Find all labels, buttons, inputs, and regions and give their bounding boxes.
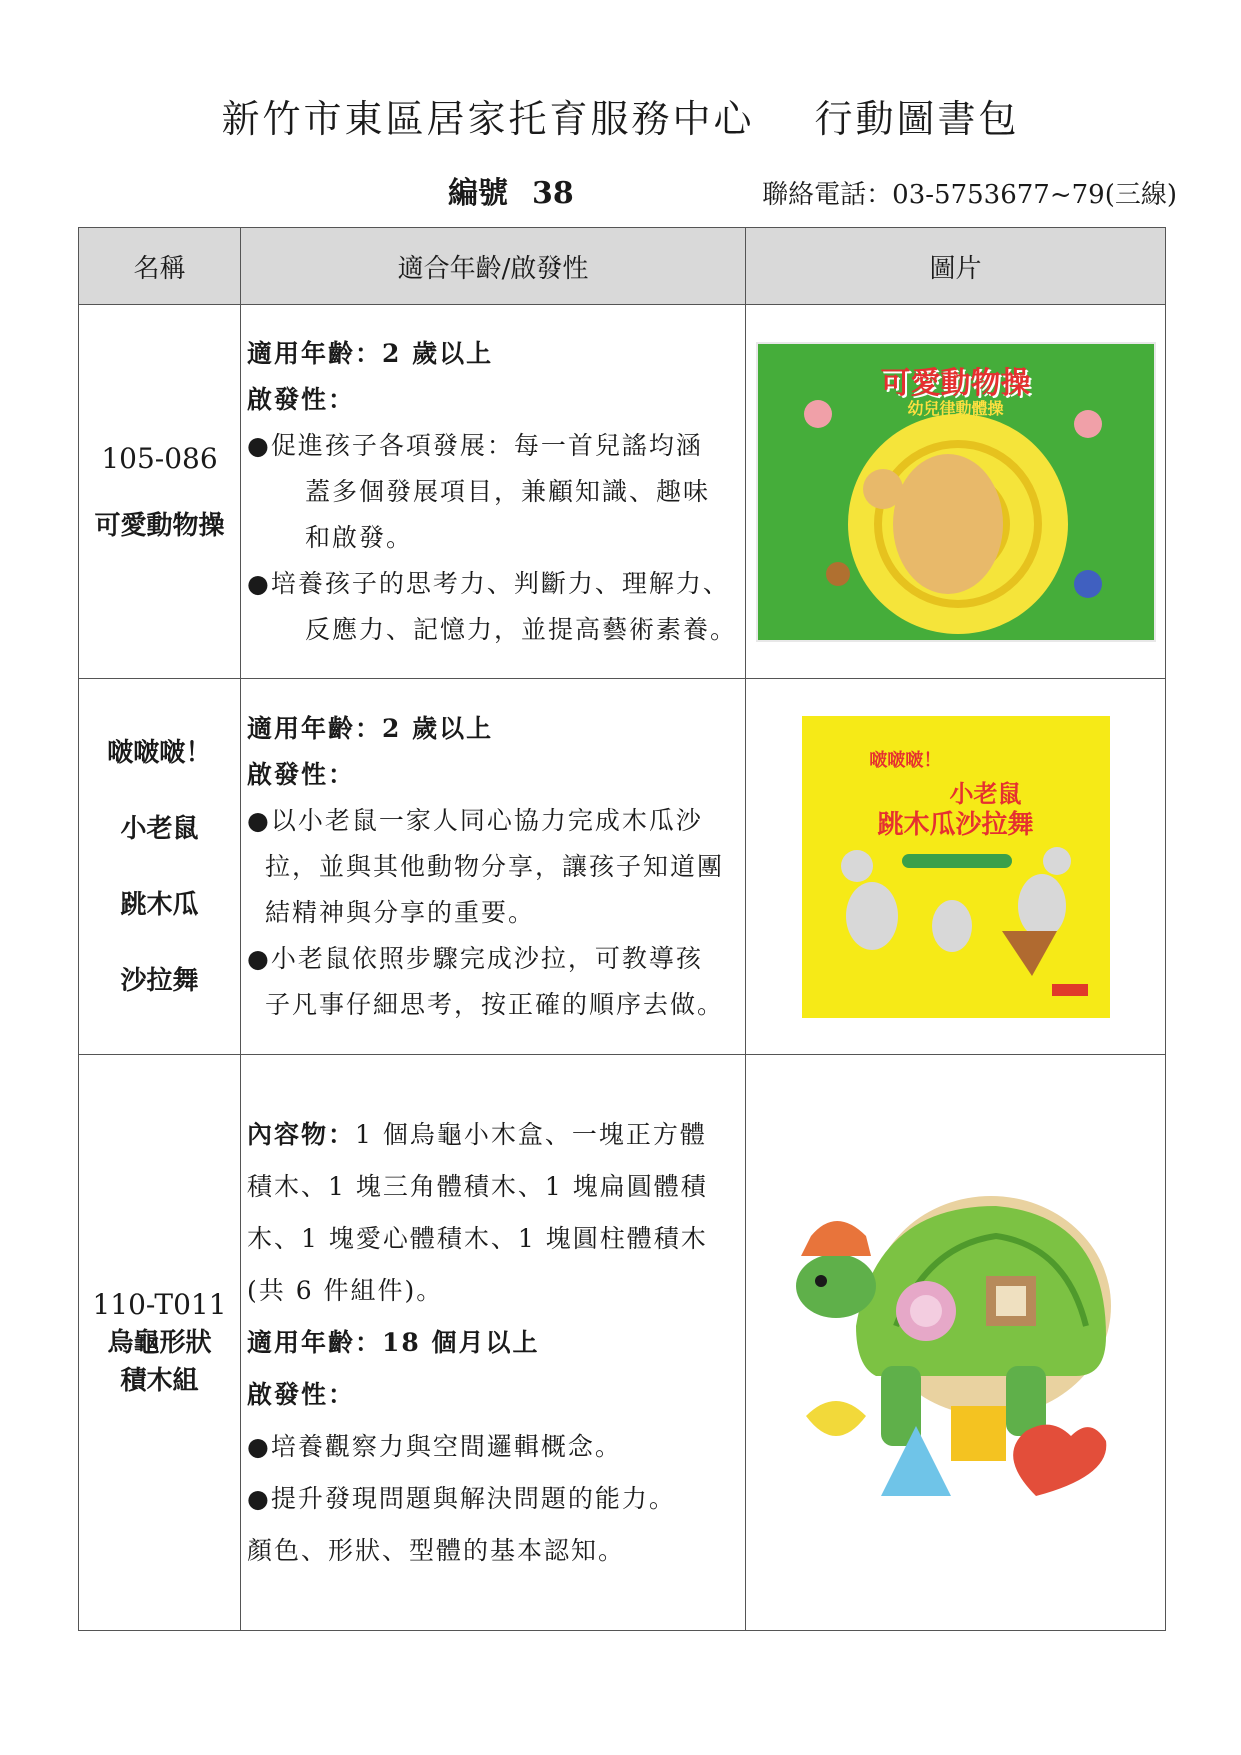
cover-title-line1: 小老鼠	[949, 779, 1022, 808]
book-cover-mouse-salad	[802, 716, 1110, 1018]
item-name-line: 烏龜形狀	[107, 1327, 212, 1358]
serial-label: 編號	[448, 176, 508, 211]
center-name: 新竹市東區居家托育服務中心	[221, 97, 755, 141]
item-name-line: 積木組	[120, 1365, 199, 1396]
age-label: 適用年齡：	[247, 338, 383, 368]
item-code: 105-086	[101, 441, 218, 475]
inspire-label: 啟發性：	[247, 759, 356, 789]
age-label: 適用年齡：	[247, 713, 383, 743]
cover-title: 可愛動物操	[880, 365, 1031, 401]
desc-line: 顏色、形狀、型體的基本認知。	[247, 1535, 626, 1565]
desc-line: 子凡事仔細思考，按正確的順序去做。	[265, 989, 725, 1019]
table-row	[79, 305, 1166, 679]
table-row	[79, 679, 1166, 1055]
header-picture: 圖片	[746, 228, 1166, 305]
desc-line: ●提升發現問題與解決問題的能力。	[247, 1483, 676, 1513]
desc-line: ●培養孩子的思考力、判斷力、理解力、	[247, 568, 730, 598]
age-value: 2 歲以上	[382, 713, 494, 743]
age-value: 2 歲以上	[382, 338, 494, 368]
inspire-label: 啟發性：	[247, 1379, 356, 1409]
turtle-toy-image	[786, 1176, 1126, 1506]
item-picture	[746, 679, 1166, 1055]
item-name-line: 跳木瓜	[120, 889, 199, 920]
contents-text: 1 個烏龜小木盒、一塊正方體	[355, 1119, 707, 1149]
item-name-line: 小老鼠	[120, 813, 199, 844]
item-description	[241, 679, 746, 1055]
serial	[448, 168, 574, 212]
desc-line: 木、1 塊愛心體積木、1 塊圓柱體積木	[247, 1223, 708, 1253]
item-picture	[746, 305, 1166, 679]
item-name-cell	[79, 305, 241, 679]
desc-line: ●培養觀察力與空間邏輯概念。	[247, 1431, 622, 1461]
item-picture	[746, 1055, 1166, 1631]
desc-line: (共 6 件組件)。	[247, 1275, 444, 1305]
desc-line: 拉，並與其他動物分享，讓孩子知道團	[265, 851, 725, 881]
cover-title-line2: 跳木瓜沙拉舞	[877, 809, 1034, 840]
desc-line: 和啟發。	[305, 522, 414, 552]
item-name-cell	[79, 1055, 241, 1631]
inspire-label: 啟發性：	[247, 384, 356, 414]
header-age: 適合年齡/啟發性	[241, 228, 746, 305]
item-name-line: 沙拉舞	[120, 965, 199, 996]
header-name: 名稱	[79, 228, 241, 305]
desc-line: ●促進孩子各項發展：每一首兒謠均涵	[247, 430, 703, 460]
item-description	[241, 305, 746, 679]
desc-line: ●以小老鼠一家人同心協力完成木瓜沙	[247, 805, 703, 835]
page-title	[0, 88, 1241, 143]
item-code: 110-T011	[92, 1287, 227, 1321]
table-header-row	[79, 228, 1166, 305]
desc-line: 反應力、記憶力，並提高藝術素養。	[305, 614, 738, 644]
age-label: 適用年齡：	[247, 1327, 383, 1357]
table-row	[79, 1055, 1166, 1631]
desc-line: 結精神與分享的重要。	[265, 897, 536, 927]
item-description	[241, 1055, 746, 1631]
phone-number: 聯絡電話：03-5753677~79(三線)	[762, 180, 1177, 210]
desc-line: ●小老鼠依照步驟完成沙拉，可教導孩	[247, 943, 703, 973]
serial-number: 38	[532, 176, 574, 211]
cover-subtitle: 幼兒律動體操	[907, 398, 1004, 418]
desc-line: 蓋多個發展項目，兼顧知識、趣味	[305, 476, 711, 506]
contents-label: 內容物：	[247, 1119, 356, 1149]
desc-line: 積木、1 塊三角體積木、1 塊扁圓體積	[247, 1171, 708, 1201]
cover-title-top: 啵啵啵！	[869, 749, 942, 771]
book-cover-animal-exercise	[756, 342, 1156, 642]
item-name-cell	[79, 679, 241, 1055]
item-name: 可愛動物操	[94, 510, 225, 541]
item-name-line: 啵啵啵！	[107, 737, 212, 768]
book-table	[78, 227, 1166, 1631]
program-name: 行動圖書包	[814, 97, 1020, 141]
age-value: 18 個月以上	[382, 1327, 540, 1357]
